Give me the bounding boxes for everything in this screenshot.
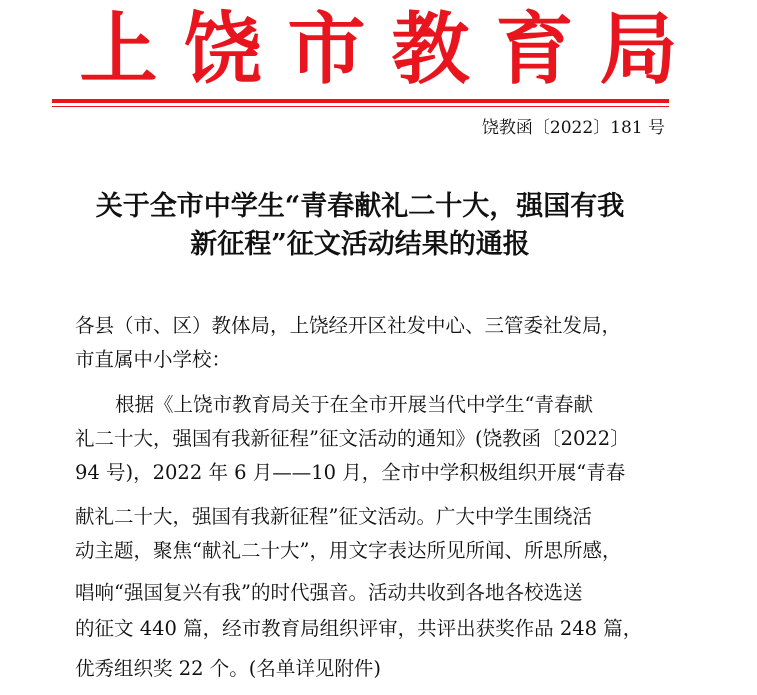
body-line-1: 根据《上饶市教育局关于在全市开展当代中学生“青春献 — [115, 393, 593, 416]
letterhead-rule-thick — [52, 99, 669, 103]
document-number: 饶教函〔2022〕181 号 — [481, 118, 665, 138]
notice-title-line-1: 关于全市中学生“青春献礼二十大，强国有我 — [95, 191, 625, 222]
body-line-6: 唱响“强国复兴有我”的时代强音。活动共收到各地各校选送 — [75, 581, 583, 604]
body-line-4: 献礼二十大，强国有我新征程”征文活动。广大中学生围绕活 — [75, 505, 592, 528]
letterhead-rule-thin — [52, 106, 669, 107]
body-line-2: 礼二十大，强国有我新征程”征文活动的通知》(饶教函〔2022〕 — [75, 427, 630, 450]
addressee-line-1: 各县（市、区）教体局，上饶经开区社发中心、三管委社发局， — [75, 314, 622, 337]
addressee-line-2: 市直属中小学校： — [75, 348, 232, 371]
notice-title-line-2: 新征程”征文活动结果的通报 — [190, 229, 530, 260]
body-line-3: 94 号)，2022 年 6 月——10 月，全市中学积极组织开展“青春 — [75, 461, 626, 484]
letterhead-title: 上饶市教育局 — [79, 4, 704, 95]
body-line-7: 的征文 440 篇，经市教育局组织评审，共评出获奖作品 248 篇， — [75, 617, 643, 640]
body-line-8: 优秀组织奖 22 个。(名单详见附件) — [75, 657, 381, 680]
body-line-5: 动主题，聚焦“献礼二十大”，用文字表达所见所闻、所思所感， — [75, 539, 622, 562]
